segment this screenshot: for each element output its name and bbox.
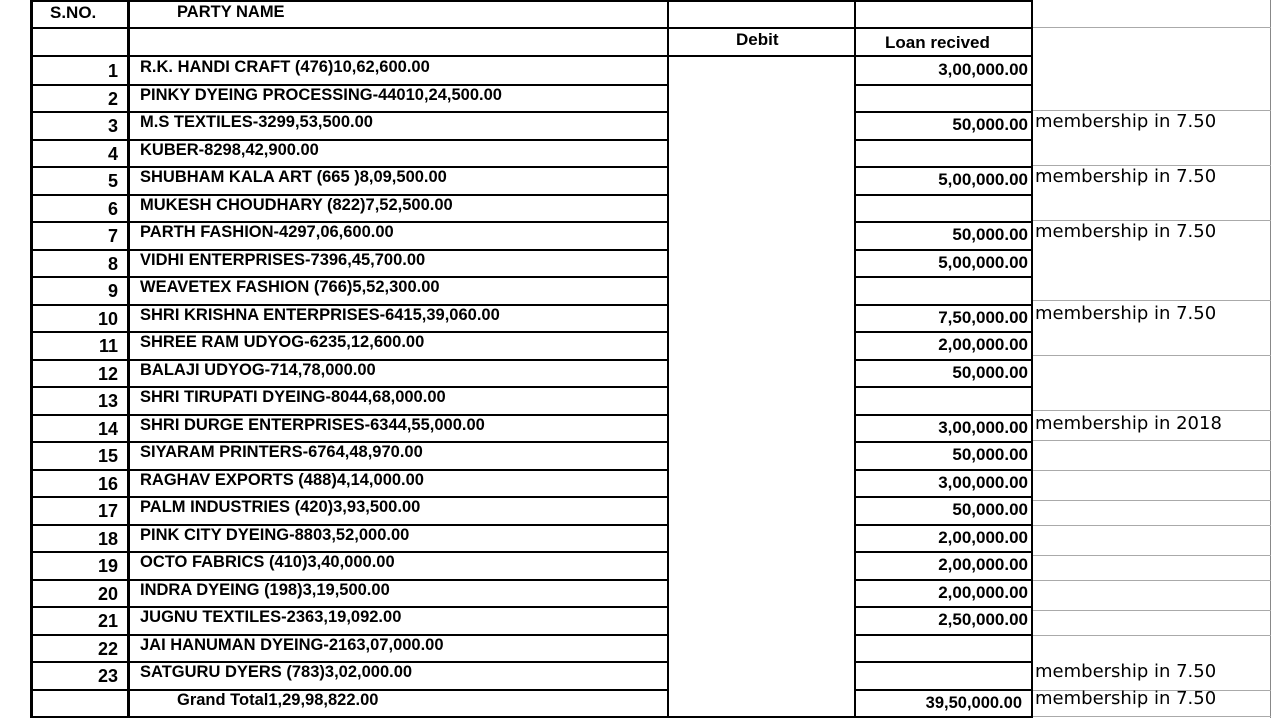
row-sno: 14 [97,419,118,439]
row-sno: 12 [97,364,118,384]
row-party-name: RAGHAV EXPORTS (488)4,14,000.00 [140,471,424,489]
row-party-name: PALM INDUSTRIES (420)3,93,500.00 [140,498,421,516]
remark-line [1033,580,1271,581]
row-sno: 5 [107,171,118,191]
row-line [854,276,1033,278]
row-sno: 8 [107,254,118,274]
row-loan-received: 50,000.00 [952,445,1028,464]
row-sno: 11 [98,336,118,356]
remark-line [1033,470,1271,471]
row-sno: 3 [107,116,118,136]
remark-line [1033,440,1271,441]
row-line [854,249,1033,251]
row-line [854,331,1033,333]
row-sno: 21 [97,611,118,631]
remark-line [1033,716,1271,717]
row-line [854,606,1033,608]
row-line [854,469,1033,471]
remark-line [1033,300,1271,301]
row-loan-received: 50,000.00 [952,115,1028,134]
row-loan-received: 5,00,000.00 [938,170,1028,189]
row-loan-received: 5,00,000.00 [938,253,1028,272]
row-line [854,524,1033,526]
row-remark: membership in 7.50 [1035,688,1217,709]
row-sno: 19 [97,556,118,576]
remark-line [1033,610,1271,611]
row-loan-received: 50,000.00 [952,363,1028,382]
header-party-name: PARTY NAME [177,3,285,21]
row-party-name: SHRI DURGE ENTERPRISES-6344,55,000.00 [140,416,485,434]
header-loan-received: Loan recived [885,33,990,52]
remark-line [1033,555,1271,556]
row-line [854,111,1033,113]
row-line [854,139,1033,141]
row-sno: 7 [107,226,118,246]
row-line [30,139,669,141]
row-line [854,359,1033,361]
row-party-name: R.K. HANDI CRAFT (476)10,62,600.00 [140,58,430,76]
row-line [30,27,1033,29]
row-remark: membership in 7.50 [1035,303,1217,324]
row-party-name: JUGNU TEXTILES-2363,19,092.00 [140,608,402,626]
row-party-name: SHREE RAM UDYOG-6235,12,600.00 [140,333,425,351]
row-loan-received: 2,50,000.00 [938,610,1028,629]
row-party-name: PARTH FASHION-4297,06,600.00 [140,223,394,241]
row-party-name: JAI HANUMAN DYEING-2163,07,000.00 [140,636,444,654]
row-sno: 16 [97,474,118,494]
row-party-name: OCTO FABRICS (410)3,40,000.00 [140,553,395,571]
header-debit: Debit [736,30,779,49]
row-sno: 17 [97,501,118,521]
row-loan-received: 2,00,000.00 [938,583,1028,602]
row-sno: 20 [97,584,118,604]
row-party-name: SHUBHAM KALA ART (665 )8,09,500.00 [140,168,447,186]
row-party-name: SIYARAM PRINTERS-6764,48,970.00 [140,443,423,461]
row-remark: membership in 7.50 [1035,221,1217,242]
row-line [854,634,1033,636]
row-party-name: WEAVETEX FASHION (766)5,52,300.00 [140,278,440,296]
row-sno: 2 [107,89,118,109]
row-line [854,194,1033,196]
row-loan-received: 3,00,000.00 [938,418,1028,437]
row-remark: membership in 7.50 [1035,166,1217,187]
row-party-name: MUKESH CHOUDHARY (822)7,52,500.00 [140,196,453,214]
row-line [854,551,1033,553]
row-sno: 10 [97,309,118,329]
row-loan-received: 3,00,000.00 [938,473,1028,492]
row-sno: 6 [107,199,118,219]
row-party-name: VIDHI ENTERPRISES-7396,45,700.00 [140,251,426,269]
row-loan-received: 2,00,000.00 [938,335,1028,354]
row-party-name: M.S TEXTILES-3299,53,500.00 [140,113,373,131]
row-party-name: INDRA DYEING (198)3,19,500.00 [140,581,390,599]
row-sno: 4 [107,144,118,164]
remark-line [1033,410,1271,411]
row-sno: 13 [97,391,118,411]
row-party-name: SHRI TIRUPATI DYEING-8044,68,000.00 [140,388,446,406]
row-line [854,221,1033,223]
row-loan-received: 2,00,000.00 [938,555,1028,574]
row-party-name: BALAJI UDYOG-714,78,000.00 [140,361,376,379]
row-sno: 15 [97,446,118,466]
row-party-name: KUBER-8298,42,900.00 [140,141,319,159]
row-line [854,304,1033,306]
row-line [854,84,1033,86]
row-loan-received: 2,00,000.00 [938,528,1028,547]
row-loan-received: 50,000.00 [952,500,1028,519]
row-line [854,579,1033,581]
row-line [854,386,1033,388]
row-line [854,496,1033,498]
bottom-line [30,716,1033,718]
row-loan-received: 50,000.00 [952,225,1028,244]
row-sno: 23 [97,666,118,686]
header-sno: S.NO. [50,3,97,22]
row-remark: membership in 7.50 [1035,661,1217,682]
row-remark: membership in 2018 [1035,413,1222,434]
row-remark: membership in 7.50 [1035,111,1217,132]
row-line [854,689,1033,691]
row-party-name: SATGURU DYERS (783)3,02,000.00 [140,663,413,681]
remark-line [1033,27,1271,28]
grand-total-loan: 39,50,000.00 [925,694,1022,712]
remark-line [1033,525,1271,526]
row-line [854,441,1033,443]
row-sno: 9 [107,281,118,301]
row-line [854,166,1033,168]
remark-line [1033,635,1271,636]
row-sno: 1 [107,61,118,81]
row-sno: 18 [97,529,118,549]
row-line [854,661,1033,663]
row-sno: 22 [97,639,118,659]
row-party-name: PINKY DYEING PROCESSING-44010,24,500.00 [140,86,502,104]
row-line [854,414,1033,416]
remark-line [1033,500,1271,501]
row-loan-received: 3,00,000.00 [938,60,1028,79]
row-party-name: PINK CITY DYEING-8803,52,000.00 [140,526,410,544]
row-loan-received: 7,50,000.00 [938,308,1028,327]
remark-line [1033,355,1271,356]
row-party-name: SHRI KRISHNA ENTERPRISES-6415,39,060.00 [140,306,500,324]
grand-total-label: Grand Total1,29,98,822.00 [177,691,379,709]
